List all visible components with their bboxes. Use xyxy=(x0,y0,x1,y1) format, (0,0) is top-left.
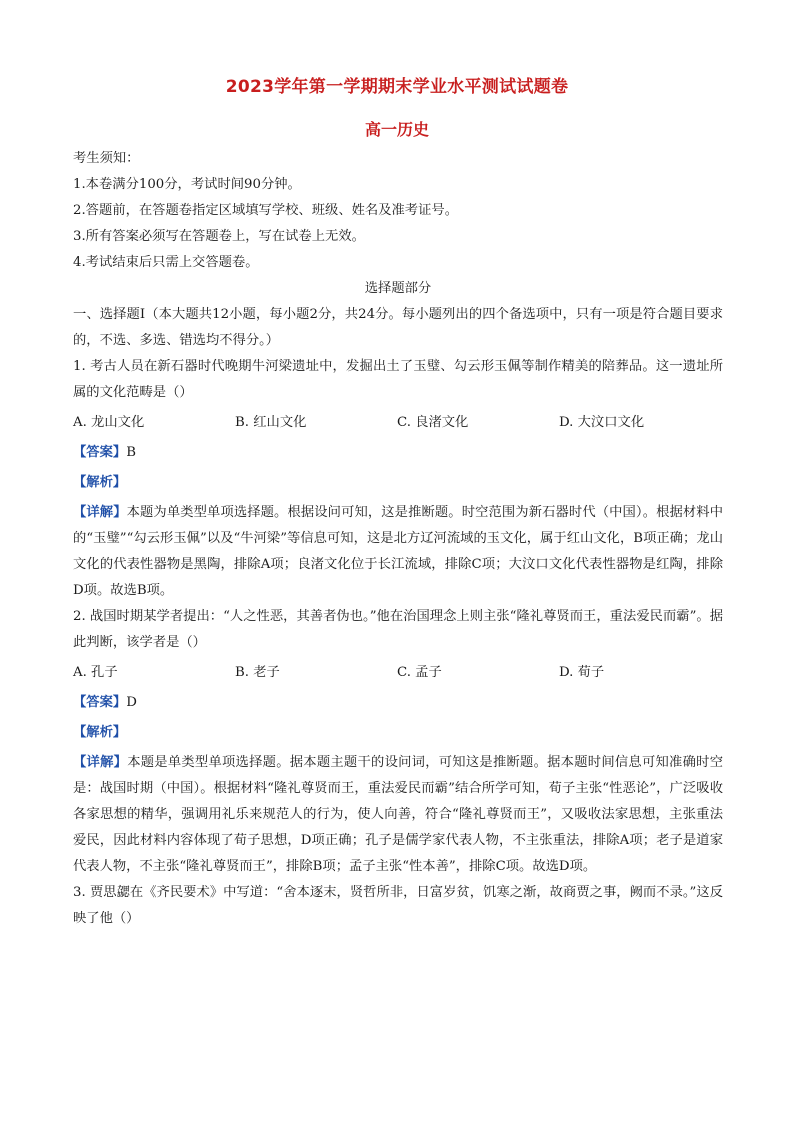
analysis-row xyxy=(73,720,723,746)
analysis-tag: 【解析】 xyxy=(73,725,127,740)
notice-item: 4.考试结束后只需上交答题卷。 xyxy=(73,255,259,270)
notice-heading: 考生须知： xyxy=(73,151,140,166)
answer-row xyxy=(73,690,723,716)
question-stem: 3. 贾思勰在《齐民要术》中写道：“舍本逐末，贤哲所非，日富岁贫，饥寒之渐，故商贾之事，阙而不录。”这反映了他（） xyxy=(73,885,723,926)
option-b: B. 老子 xyxy=(235,665,280,680)
answer-row xyxy=(73,440,723,466)
notice-item: 1.本卷满分100分，考试时间90分钟。 xyxy=(73,177,301,192)
exam-subtitle: 高一历史 xyxy=(364,120,429,139)
answer-value: B xyxy=(126,445,136,460)
detail-tag: 【详解】 xyxy=(73,505,127,520)
detail-text: 本题是单类型单项选择题。据本题主题干的设问词，可知这是推断题。据本题时间信息可知准确时空是：战国时期（中国）。根据材料“隆礼尊贤而王，重法爱民而霸”结合所学可知，荀子主张“性恶论”，广泛吸收各家思想的精华，强调用礼乐来规范人的行为，使人向善，符合“隆礼尊贤而王”，又吸收法家思想，主张重法爱民，因此材料内容体现了荀子思想，D项正确；孔子是儒学家代表人物，不主张重法，排除A项；老子是道家代表人物，不主张“隆礼尊贤而王”，排除B项；孟子主张“性本善”，排除C项。故选D项。 xyxy=(73,755,723,874)
answer-tag: 【答案】 xyxy=(73,445,127,460)
answer-value: D xyxy=(126,695,137,710)
notice-item: 2.答题前，在答题卷指定区域填写学校、班级、姓名及准考证号。 xyxy=(73,203,458,218)
option-a: A. 孔子 xyxy=(73,665,118,680)
notice-item: 3.所有答案必须写在答题卷上，写在试卷上无效。 xyxy=(73,229,365,244)
answer-tag: 【答案】 xyxy=(73,695,127,710)
option-b: B. 红山文化 xyxy=(235,415,307,430)
analysis-row xyxy=(73,470,723,496)
option-d: D. 荀子 xyxy=(559,665,605,680)
option-d: D. 大汶口文化 xyxy=(559,415,645,430)
question-options xyxy=(73,660,723,686)
detail-paragraph xyxy=(73,750,723,880)
detail-tag: 【详解】 xyxy=(73,755,128,770)
option-c: C. 良渚文化 xyxy=(397,415,469,430)
section-title: 选择题部分 xyxy=(364,281,432,296)
option-a: A. 龙山文化 xyxy=(73,415,145,430)
question-stem: 2. 战国时期某学者提出：“人之性恶，其善者伪也。”他在治国理念上则主张“隆礼尊贤而王，重法爱民而霸”。据此判断，该学者是（） xyxy=(73,609,723,650)
detail-text: 本题为单类型单项选择题。根据设问可知，这是推断题。时空范围为新石器时代（中国）。根据材料中的“玉璧”“勾云形玉佩”以及“牛河梁”等信息可知，这是北方辽河流域的玉文化，属于红山文化，B项正确；龙山文化的代表性器物是黑陶，排除A项；良渚文化位于长江流域，排除C项；大汶口文化代表性器物是红陶，排除D项。故选B项。 xyxy=(73,505,724,598)
option-c: C. 孟子 xyxy=(397,665,442,680)
question-stem: 1. 考古人员在新石器时代晚期牛河梁遗址中，发掘出土了玉璧、勾云形玉佩等制作精美的陪葬品。这一遗址所属的文化范畴是（） xyxy=(73,359,723,400)
section-instructions: 一、选择题Ⅰ（本大题共12小题，每小题2分，共24分。每小题列出的四个备选项中，只有一项是符合题目要求的，不选、多选、错选均不得分。） xyxy=(73,307,723,348)
exam-content xyxy=(73,146,723,932)
exam-title: 2023学年第一学期期末学业水平测试试题卷 xyxy=(225,77,569,97)
analysis-tag: 【解析】 xyxy=(73,475,127,490)
question-options xyxy=(73,410,723,436)
detail-paragraph xyxy=(73,500,723,604)
